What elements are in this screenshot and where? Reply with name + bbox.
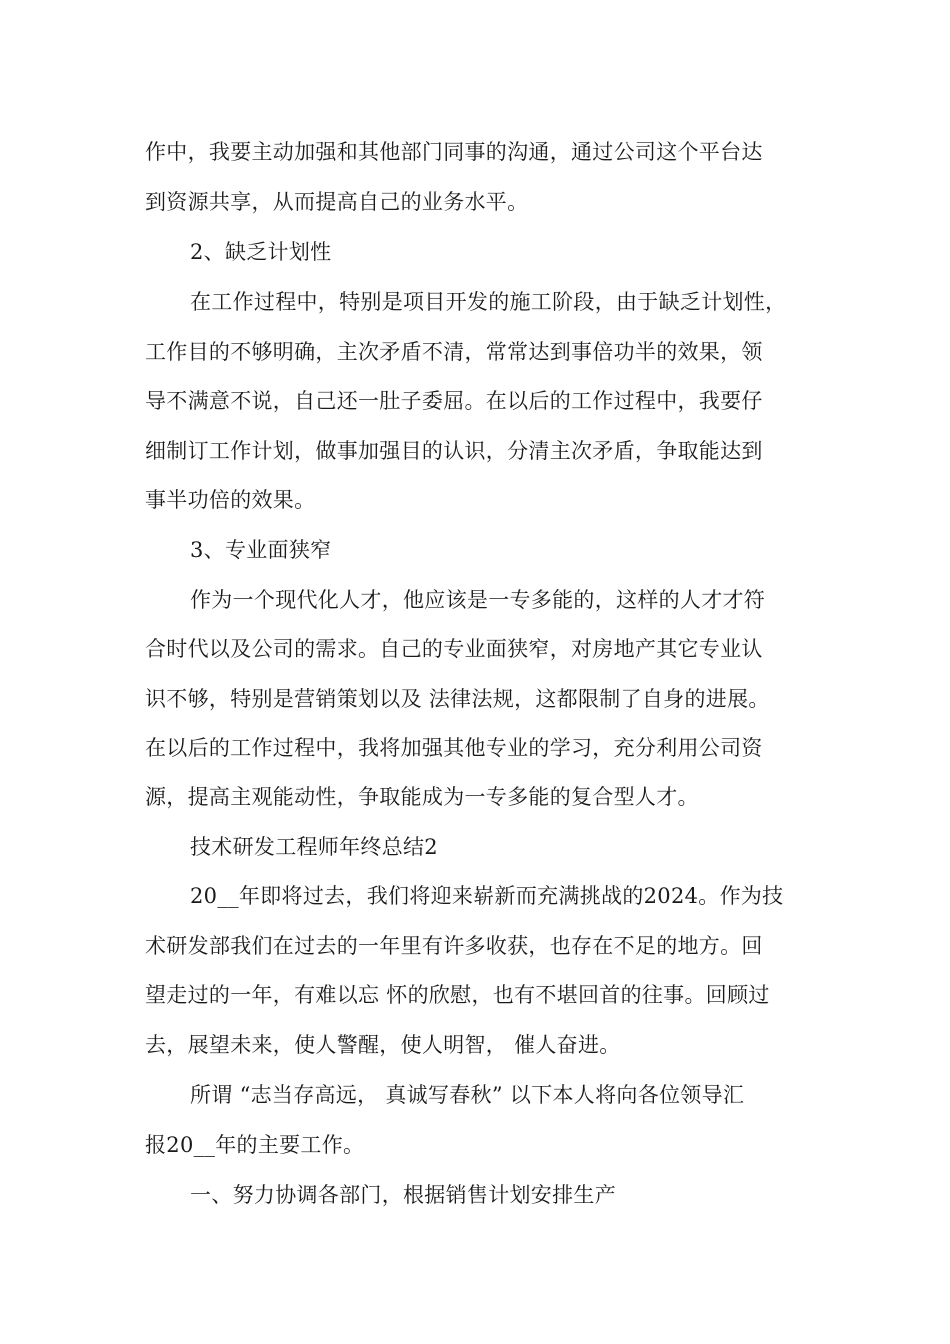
paragraph-line: 去，展望未来，使人警醒，使人明智， 催人奋进。 [145,1033,621,1057]
paragraph-line: 作为一个现代化人才，他应该是一专多能的，这样的人才才符 [190,588,766,612]
paragraph-line: 工作目的不够明确，主次矛盾不清，常常达到事倍功半的效果，领 [145,340,763,364]
section-heading: 3、专业面狭窄 [190,538,332,562]
paragraph-line: 所谓 “志当存高远， 真诚写春秋” 以下本人将向各位领导汇 [190,1083,745,1107]
paragraph-line: 20__年即将过去，我们将迎来崭新而充满挑战的2024。作为技 [190,884,784,908]
paragraph-line: 识不够，特别是营销策划以及 法律法规，这都限制了自身的进展。 [145,687,770,711]
paragraph-line: 事半功倍的效果。 [145,488,316,512]
paragraph-line: 在工作过程中，特别是项目开发的施工阶段，由于缺乏计划性， [190,290,787,314]
paragraph-line: 望走过的一年，有难以忘 怀的欣慰，也有不堪回首的往事。回顾过 [145,983,770,1007]
paragraph-line: 术研发部我们在过去的一年里有许多收获，也存在不足的地方。回 [145,934,763,958]
paragraph-line: 细制订工作计划，做事加强目的认识，分清主次矛盾，争取能达到 [145,439,763,463]
paragraph-line: 作中，我要主动加强和其他部门同事的沟通，通过公司这个平台达 [145,140,763,164]
section-heading: 2、缺乏计划性 [190,240,332,264]
paragraph-line: 源，提高主观能动性，争取能成为一专多能的复合型人才。 [145,785,699,809]
paragraph-line: 导不满意不说，自己还一肚子委屈。在以后的工作过程中，我要仔 [145,389,763,413]
paragraph-line: 报20__年的主要工作。 [145,1133,365,1157]
paragraph-line: 合时代以及公司的需求。自己的专业面狭窄，对房地产其它专业认 [145,637,763,661]
document-subtitle: 技术研发工程师年终总结2 [190,835,438,859]
paragraph-line: 到资源共享，从而提高自己的业务水平。 [145,190,529,214]
section-heading: 一、努力协调各部门，根据销售计划安排生产 [190,1183,616,1207]
paragraph-line: 在以后的工作过程中，我将加强其他专业的学习，充分利用公司资 [145,736,763,760]
